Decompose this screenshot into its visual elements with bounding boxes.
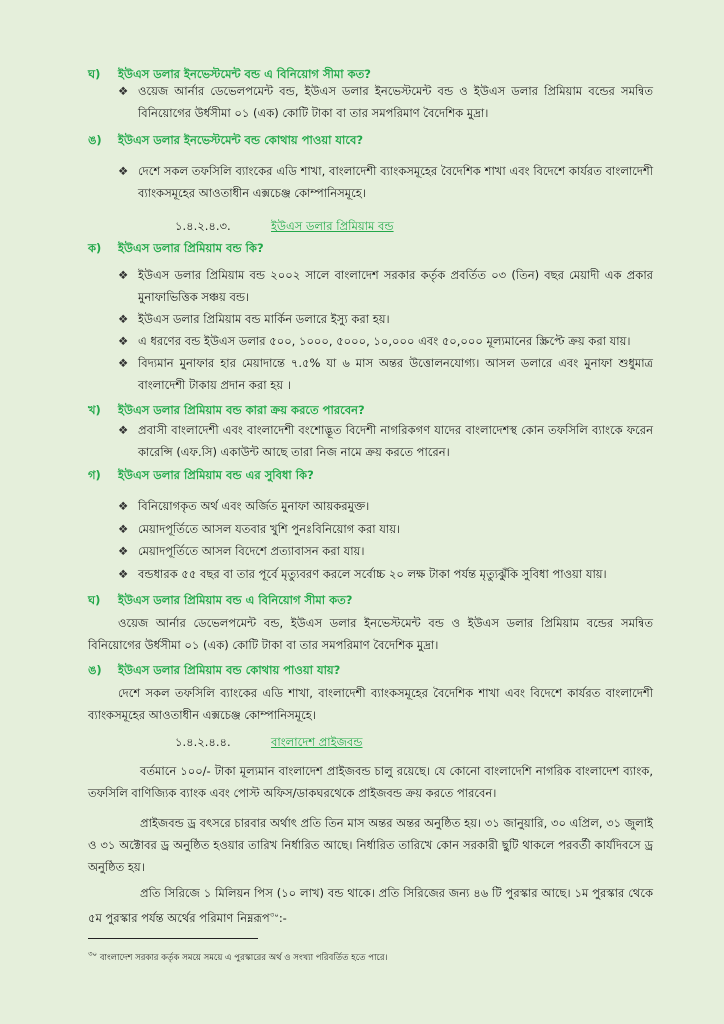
bullet-diamond-icon: ❖ xyxy=(118,423,129,437)
question-heading xyxy=(88,662,653,678)
bullet-diamond-icon: ❖ xyxy=(118,544,129,558)
question-heading xyxy=(88,240,653,256)
question-text: ইউএস ডলার ইনভেস্টমেন্ট বন্ড কোথায় পাওয়া যাবে? xyxy=(118,133,364,147)
bullet-diamond-icon: ❖ xyxy=(118,356,129,370)
question-heading xyxy=(88,592,653,608)
bullet-text: ওয়েজ আর্নার ডেভেলপমেন্ট বন্ড, ইউএস ডলার ইনভেস্টমেন্ট বন্ড ও ইউএস ডলার প্রিমিয়াম বন্ডের সমন্বিত বিনিয়োগের উর্ধসীমা ০১ (এক) কোটি টাকা বা তার সমপরিমাণ বৈদেশিক মুদ্রা। xyxy=(138,84,653,120)
bullet-diamond-icon: ❖ xyxy=(118,499,129,513)
paragraph: বর্তমানে ১০০/- টাকা মূল্যমান বাংলাদেশ প্রাইজবন্ড চালু রয়েছে। যে কোনো বাংলাদেশি নাগরিক বাংলাদেশ ব্যাংক, তফসিলি বাণিজ্যিক ব্যাংক এবং পোস্ট অফিস/ডাকঘরথেকে প্রাইজবন্ড ক্রয় করতে পারবেন। xyxy=(88,764,653,800)
paragraph: ওয়েজ আর্নার ডেভেলপমেন্ট বন্ড, ইউএস ডলার ইনভেস্টমেন্ট বন্ড ও ইউএস ডলার প্রিমিয়াম বন্ডের সমন্বিত বিনিয়োগের উর্ধসীমা ০১ (এক) কোটি টাকা বা তার সমপরিমাণ বৈদেশিক মুদ্রা। xyxy=(88,616,653,652)
bullet-diamond-icon: ❖ xyxy=(118,334,129,348)
footnote-reference: ৩০ xyxy=(269,911,279,919)
bullet-text: ইউএস ডলার প্রিমিয়াম বন্ড মার্কিন ডলারে ইস্যু করা হয়। xyxy=(138,312,390,326)
paragraph-text: প্রতি সিরিজে ১ মিলিয়ন পিস (১০ লাখ) বন্ড থাকে। প্রতি সিরিজের জন্য ৪৬ টি পুরস্কার আছে। ১ম পুরস্কার থেকে ৫ম পুরস্কার পর্যন্ত অর্থের পরিমাণ নিম্নরূপ xyxy=(88,886,653,925)
bullet-item xyxy=(118,264,653,308)
bullet-item xyxy=(118,495,653,517)
bullet-text: এ ধরণের বন্ড ইউএস ডলার ৫০০, ১০০০, ৫০০০, ১০,০০০ এবং ৫০,০০০ মূল্যমানের স্ক্রিপ্টে ক্রয় করা যায়। xyxy=(138,334,631,348)
section-title: বাংলাদেশ প্রাইজবন্ড xyxy=(271,735,363,749)
question-text: ইউএস ডলার প্রিমিয়াম বন্ড কারা ক্রয় করতে পারবেন? xyxy=(118,403,365,417)
question-text: ইউএস ডলার ইনভেস্টমেন্ট বন্ড এ বিনিয়োগ সীমা কত? xyxy=(118,67,371,81)
bullet-text: বন্ডধারক ৫৫ বছর বা তার পূর্বে মৃত্যুবরণ করলে সর্বোচ্চ ২০ লক্ষ টাকা পর্যন্ত মৃত্যুঝুঁকি সুবিধা পাওয়া যায়। xyxy=(138,567,607,581)
question-label: ঘ) xyxy=(88,67,101,81)
bullet-text: বিদ্যমান মুনাফার হার মেয়াদান্তে ৭.৫% যা ৬ মাস অন্তর উত্তোলনযোগ্য। আসল ডলারে এবং মুনাফা শুধুমাত্র বাংলাদেশী টাকায় প্রদান করা হয় । xyxy=(138,356,653,392)
section-heading xyxy=(175,734,362,750)
question-label: ঙ) xyxy=(88,663,102,677)
bullet-diamond-icon: ❖ xyxy=(118,567,129,581)
question-label: ক) xyxy=(88,241,102,255)
bullet-diamond-icon: ❖ xyxy=(118,312,129,326)
bullet-diamond-icon: ❖ xyxy=(118,522,129,536)
question-heading xyxy=(88,467,653,483)
question-label: ঘ) xyxy=(88,593,101,607)
bullet-item xyxy=(118,160,653,204)
paragraph: প্রাইজবন্ড ড্র বৎসরে চারবার অর্থাৎ প্রতি তিন মাস অন্তর অন্তর অনুষ্ঠিত হয়। ৩১ জানুয়ারি, ৩০ এপ্রিল, ৩১ জুলাই ও ৩১ অক্টোবর ড্র অনুষ্ঠিত হওয়ার তারিখ নির্ধারিত আছে। নির্ধারিত তারিখে কোন সরকারী ছুটি থাকলে পরবর্তী কার্যদিবসে ড্র অনুষ্ঠিত হয়। xyxy=(88,816,653,874)
bullet-item xyxy=(118,330,653,352)
bullet-diamond-icon: ❖ xyxy=(118,268,129,282)
section-title: ইউএস ডলার প্রিমিয়াম বন্ড xyxy=(271,219,394,233)
footnote-text: বাংলাদেশ সরকার কর্তৃক সময়ে সময়ে এ পুরস্কারের অর্থ ও সংখ্যা পরিবর্তিত হতে পারে। xyxy=(99,952,388,963)
section-number: ১.৪.২.৪.৩. xyxy=(175,219,231,233)
section-number: ১.৪.২.৪.৪. xyxy=(175,735,231,749)
section-heading xyxy=(175,218,394,234)
question-label: খ) xyxy=(88,403,101,417)
bullet-item xyxy=(118,352,653,396)
bullet-text: বিনিয়োগকৃত অর্থ এবং অর্জিত মুনাফা আয়করমুক্ত। xyxy=(138,499,370,513)
paragraph: দেশে সকল তফসিলি ব্যাংকের এডি শাখা, বাংলাদেশী ব্যাংকসমূহের বৈদেশিক শাখা এবং বিদেশে কার্যরত বাংলাদেশী ব্যাংকসমূহের আওতাধীন এক্সচেঞ্জ কোম্পানিসমূহে। xyxy=(88,686,653,722)
bullet-diamond-icon: ❖ xyxy=(118,84,129,98)
bullet-item xyxy=(118,563,653,585)
question-label: গ) xyxy=(88,468,101,482)
footnote-divider xyxy=(88,938,258,939)
question-label: ঙ) xyxy=(88,133,102,147)
bullet-text: দেশে সকল তফসিলি ব্যাংকের এডি শাখা, বাংলাদেশী ব্যাংকসমূহের বৈদেশিক শাখা এবং বিদেশে কার্যরত বাংলাদেশী ব্যাংকসমূহের আওতাধীন এক্সচেঞ্জ কোম্পানিসমূহে। xyxy=(138,164,653,200)
question-heading xyxy=(88,402,653,418)
bullet-item xyxy=(118,518,653,540)
question-text: ইউএস ডলার প্রিমিয়াম বন্ড কি? xyxy=(118,241,264,255)
paragraph xyxy=(88,882,653,929)
question-text: ইউএস ডলার প্রিমিয়াম বন্ড এর সুবিধা কি? xyxy=(118,468,314,482)
bullet-text: ইউএস ডলার প্রিমিয়াম বন্ড ২০০২ সালে বাংলাদেশ সরকার কর্তৃক প্রবর্তিত ০৩ (তিন) বছর মেয়াদী এক প্রকার মুনাফাভিত্তিক সঞ্চয় বন্ড। xyxy=(138,268,653,304)
bullet-item xyxy=(118,540,653,562)
bullet-text: মেয়াদপূর্তিতে আসল বিদেশে প্রত্যাবাসন করা যায়। xyxy=(138,544,365,558)
footnote xyxy=(88,948,388,964)
question-heading xyxy=(88,132,653,148)
bullet-diamond-icon: ❖ xyxy=(118,164,129,178)
question-text: ইউএস ডলার প্রিমিয়াম বন্ড কোথায় পাওয়া যায়? xyxy=(118,663,341,677)
footnote-number: ৩০ xyxy=(88,950,98,958)
bullet-item xyxy=(118,308,653,330)
bullet-text: প্রবাসী বাংলাদেশী এবং বাংলাদেশী বংশোদ্ভূত বিদেশী নাগরিকগণ যাদের বাংলাদেশস্থ কোন তফসিলি ব্যাংকে ফরেন কারেন্সি (এফ.সি) একাউন্ট আছে তারা নিজ নামে ক্রয় করতে পারেন। xyxy=(138,423,653,459)
bullet-item xyxy=(118,419,653,463)
paragraph-text: :- xyxy=(278,910,287,925)
question-text: ইউএস ডলার প্রিমিয়াম বন্ড এ বিনিয়োগ সীমা কত? xyxy=(118,593,353,607)
bullet-item xyxy=(118,80,653,124)
bullet-text: মেয়াদপূর্তিতে আসল যতবার খুশি পুনঃবিনিয়োগ করা যায়। xyxy=(138,522,401,536)
